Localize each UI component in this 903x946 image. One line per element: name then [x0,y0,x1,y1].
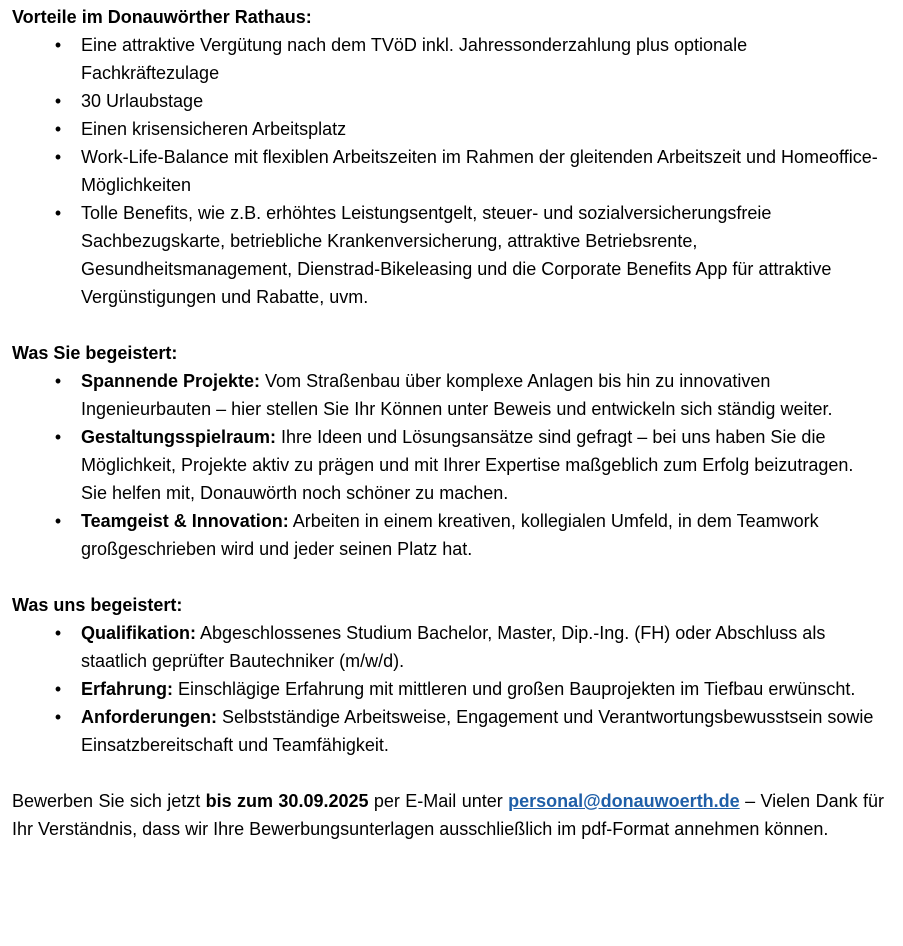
item-text: Selbstständige Arbeitsweise, Engagement und Verantwortungsbewusstsein sowie Einsatzbereitschaft und Teamfähigkeit. [81,707,874,755]
list-item [12,31,884,87]
item-text: Eine attraktive Vergütung nach dem TVöD inkl. Jahressonderzahlung plus optionale Fachkräftezulage [81,35,748,83]
requirements-list [12,619,884,759]
item-bold-label: Erfahrung: [81,679,173,699]
list-item [12,143,884,199]
list-item [12,367,884,423]
list-item [12,115,884,143]
list-item [12,703,884,759]
list-item [12,199,884,311]
item-bold-label: Anforderungen: [81,707,217,727]
list-item [12,619,884,675]
item-bold-label: Gestaltungsspielraum: [81,427,277,447]
item-text: Work-Life-Balance mit flexiblen Arbeitszeiten im Rahmen der gleitenden Arbeitszeit und Homeoffice-Möglichkeiten [81,147,878,195]
application-deadline: bis zum 30.09.2025 [205,791,369,811]
item-bold-label: Qualifikation: [81,623,197,643]
section-spacer [12,563,884,591]
bullet-icon: • [54,35,62,55]
bullet-icon: • [54,623,62,643]
bullet-icon: • [54,679,62,699]
section-spacer [12,311,884,339]
list-item [12,87,884,115]
list-item [12,507,884,563]
document-body [12,3,884,843]
appeal-list [12,367,884,563]
bullet-icon: • [54,707,62,727]
item-bold-label: Teamgeist & Innovation: [81,511,289,531]
list-item [12,675,884,703]
item-text: Einschlägige Erfahrung mit mittleren und großen Bauprojekten im Tiefbau erwünscht. [173,679,856,699]
item-text: Tolle Benefits, wie z.B. erhöhtes Leistungsentgelt, steuer- und sozialversicherungsfreie Sachbezugskarte, betriebliche Krankenversicherung, attraktive Betriebsrente, Gesundheitsmanagement, Dienstrad-Bikeleasing und die Corporate Benefits App für attraktive Vergünstigungen und Rabatte, uvm. [81,203,832,307]
item-text: Arbeiten in einem kreativen, kollegialen Umfeld, in dem Teamwork großgeschrieben wird und jeder seinen Platz hat. [81,511,819,559]
item-text: Ihre Ideen und Lösungsansätze sind gefragt – bei uns haben Sie die Möglichkeit, Projekte aktiv zu prägen und mit Ihrer Expertise maßgeblich zum Erfolg beizutragen. Sie helfen mit, Donauwörth noch schöner zu machen. [81,427,854,503]
benefits-list [12,31,884,311]
section-heading-vorteile: Vorteile im Donauwörther Rathaus: [12,7,312,27]
closing-text-2: per E-Mail unter [368,791,509,811]
closing-text-1: Bewerben Sie sich jetzt [12,791,206,811]
bullet-icon: • [54,371,62,391]
bullet-icon: • [54,119,62,139]
item-text: Vom Straßenbau über komplexe Anlagen bis hin zu innovativen Ingenieurbauten – hier stellen Sie Ihr Können unter Beweis und entwickeln sich ständig weiter. [81,371,833,419]
section-spacer [12,759,884,787]
item-text: Einen krisensicheren Arbeitsplatz [81,119,347,139]
item-text: Abgeschlossenes Studium Bachelor, Master, Dip.-Ing. (FH) oder Abschluss als staatlich geprüfter Bautechniker (m/w/d). [81,623,826,671]
bullet-icon: • [54,91,62,111]
bullet-icon: • [54,203,62,223]
closing-paragraph [12,787,884,843]
item-text: 30 Urlaubstage [81,91,204,111]
bullet-icon: • [54,427,62,447]
bullet-icon: • [54,511,62,531]
section-heading-was-sie-begeistert: Was Sie begeistert: [12,343,178,363]
email-link[interactable]: personal@donauwoerth.de [508,791,740,811]
bullet-icon: • [54,147,62,167]
closing-text-3: – Vielen Dank für Ihr Verständnis, dass wir Ihre Bewerbungsunterlagen ausschließlich im pdf-Format annehmen können. [12,791,884,839]
item-bold-label: Spannende Projekte: [81,371,261,391]
section-heading-was-uns-begeistert: Was uns begeistert: [12,595,183,615]
list-item [12,423,884,507]
